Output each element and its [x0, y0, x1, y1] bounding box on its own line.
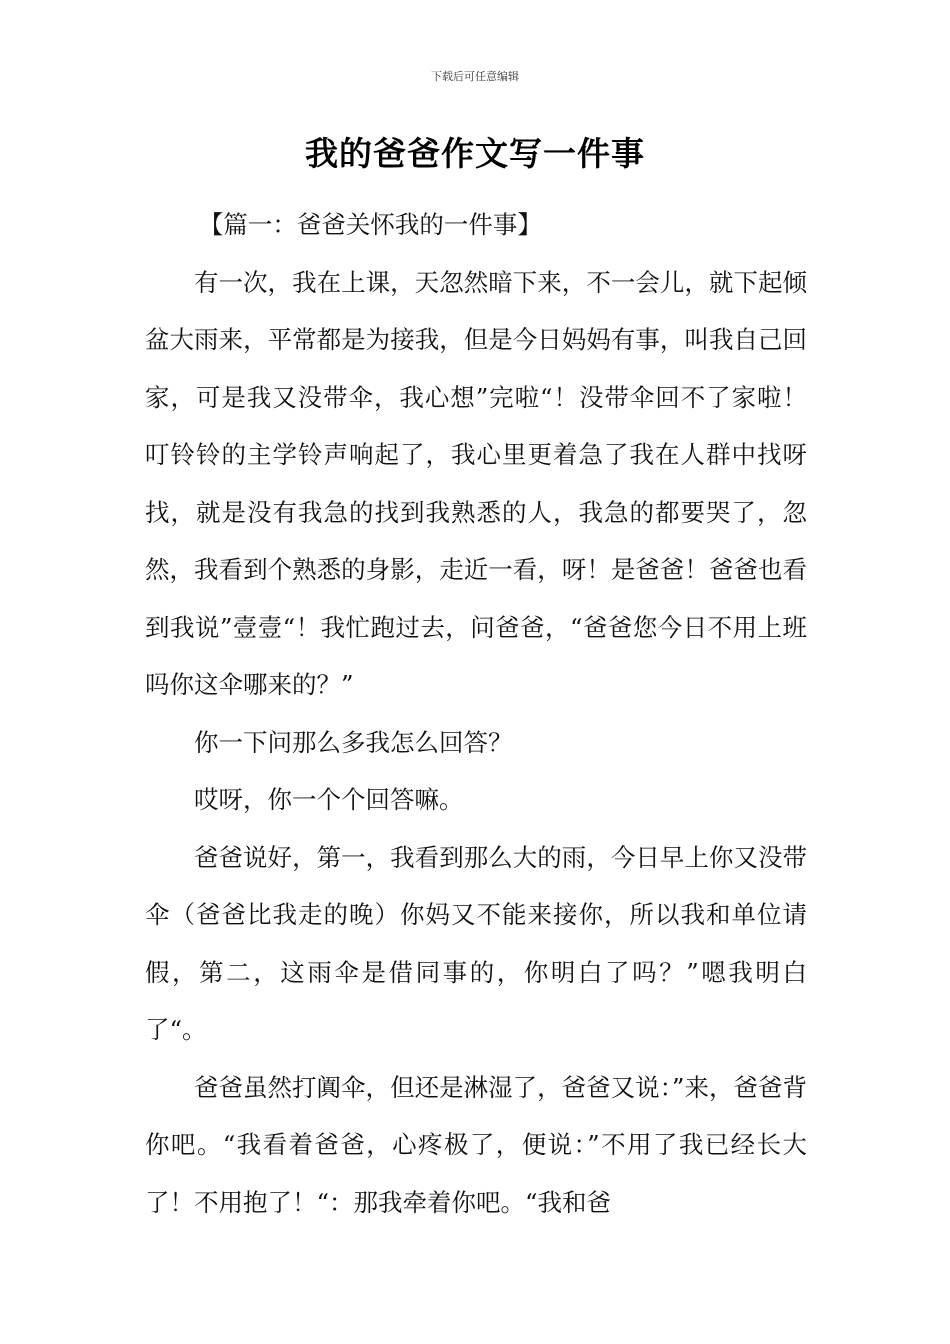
document-body: [145, 196, 807, 1231]
paragraph: 爸爸虽然打阗伞，但还是淋湿了，爸爸又说：”来，爸爸背你吧。“我看着爸爸，心疼极了，便说：”不用了我已经长大了！不用抱了！“：那我牵着你吧。“我和爸: [145, 1072, 807, 1217]
paragraph: 爸爸说好，第一，我看到那么大的雨，今日早上你又没带伞（爸爸比我走的晚）你妈又不能来接你，所以我和单位请假，第二，这雨伞是借同事的，你明白了吗？”嗯我明白了“。: [145, 842, 807, 1044]
paragraph: 你一下问那么多我怎么回答？: [194, 727, 513, 757]
document-title: 我的爸爸作文写一件事: [305, 134, 645, 173]
section-heading: 【篇一：爸爸关怀我的一件事】: [198, 210, 542, 239]
header-note: 下载后可任意编辑: [431, 70, 519, 83]
paragraph: 有一次，我在上课，天忽然暗下来，不一会儿，就下起倾盆大雨来，平常都是为接我，但是今日妈妈有事，叫我自己回家，可是我又没带伞，我心想”完啦“！没带伞回不了家啦！叮铃铃的主学铃声响起了，我心里更着急了我在人群中找呀找，就是没有我急的找到我熟悉的人，我急的都要哭了，忽然，我看到个熟悉的身影，走近一看，呀！是爸爸！爸爸也看到我说”壹壹“！我忙跑过去，问爸爸，“爸爸您今日不用上班吗你这伞哪来的？”: [145, 267, 807, 699]
paragraph: 哎呀，你一个个回答嘛。: [194, 785, 464, 814]
